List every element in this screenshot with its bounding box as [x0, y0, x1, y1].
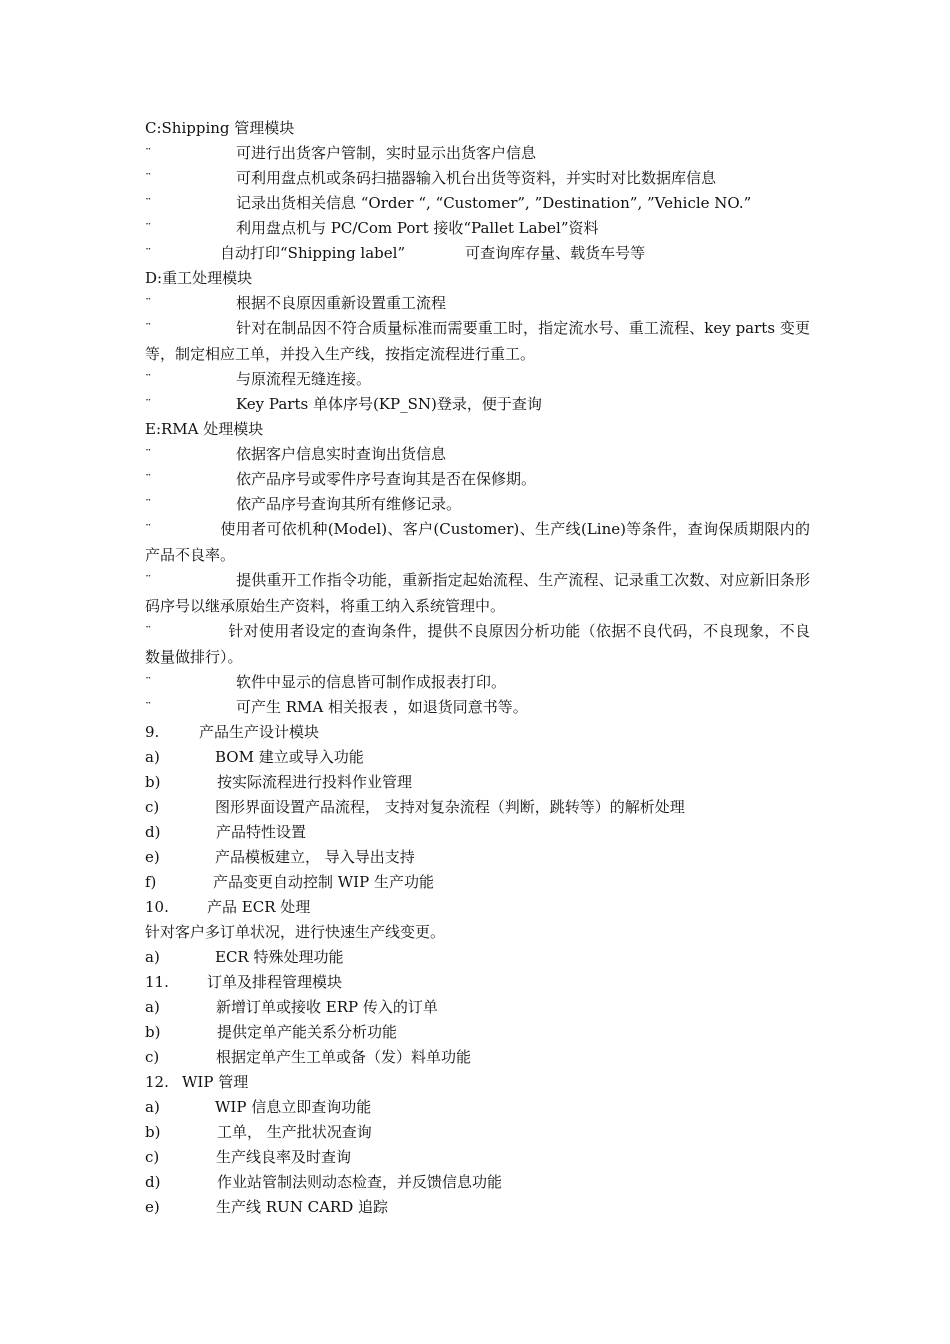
numbered-item: [145, 720, 810, 745]
numbered-item: [145, 1120, 810, 1145]
bullet-item: [145, 316, 810, 367]
item-number: 11.: [145, 973, 169, 991]
bullet-item: [145, 670, 810, 695]
item-text: 图形界面设置产品流程， 支持对复杂流程（判断，跳转等）的解析处理: [215, 798, 685, 816]
numbered-item: [145, 1170, 810, 1195]
item-text: 产品模板建立， 导入导出支持: [215, 848, 415, 866]
bullet-text: 可利用盘点机或条码扫描器输入机台出货等资料，并实时对比数据库信息: [236, 169, 717, 187]
bullet-text: 针对在制品因不符合质量标准而需要重工时，指定流水号、重工流程、key parts 变更等，制定相应工单，并投入生产线，按指定流程进行重工。: [145, 319, 810, 363]
bullet-text: 提供重开工作指令功能，重新指定起始流程、生产流程、记录重工次数、对应新旧条形码序号以继承原始生产资料，将重工纳入系统管理中。: [145, 571, 810, 615]
item-text: 新增订单或接收 ERP 传入的订单: [216, 998, 438, 1016]
bullet-item: [145, 467, 810, 492]
numbered-item: [145, 1045, 810, 1070]
item-number: b): [145, 1023, 161, 1041]
bullet-marker: ¨: [145, 701, 152, 716]
bullet-item: [145, 291, 810, 316]
item-number: c): [145, 798, 160, 816]
numbered-item: [145, 970, 810, 995]
item-text: WIP 管理: [182, 1073, 249, 1091]
item-text: 产品特性设置: [216, 823, 307, 841]
bullet-marker: ¨: [145, 676, 152, 691]
item-number: f): [145, 873, 157, 891]
item-number: a): [145, 1098, 160, 1116]
item-text: 生产线良率及时查询: [216, 1148, 352, 1166]
item-text: 作业站管制法则动态检查，并反馈信息功能: [217, 1173, 503, 1191]
bullet-item: [145, 141, 810, 166]
item-text: BOM 建立或导入功能: [215, 748, 364, 766]
bullet-marker: ¨: [145, 322, 152, 337]
bullet-item: [145, 619, 810, 670]
bullet-marker: ¨: [145, 523, 152, 538]
bullet-text: 依产品序号或零件序号查询其是否在保修期。: [236, 470, 537, 488]
bullet-text: 利用盘点机与 PC/Com Port 接收“Pallet Label”资料: [236, 219, 599, 237]
bullet-marker: ¨: [145, 197, 152, 212]
bullet-text: Key Parts 单体序号(KP_SN)登录，便于查询: [236, 395, 542, 413]
bullet-item: [145, 695, 810, 720]
item-text: WIP 信息立即查询功能: [215, 1098, 372, 1116]
bullet-text: 记录出货相关信息 “Order “, “Customer”, ”Destination”, ”Vehicle NO.”: [236, 194, 752, 212]
bullet-text: 针对使用者设定的查询条件，提供不良原因分析功能（依据不良代码，不良现象，不良数量做排行）。: [145, 622, 810, 666]
bullet-text: 可产生 RMA 相关报表 ，如退货同意书等。: [236, 698, 528, 716]
bullet-marker: ¨: [145, 147, 152, 162]
bullet-text: 依产品序号查询其所有维修记录。: [236, 495, 462, 513]
bullet-marker: ¨: [145, 574, 152, 589]
item-number: a): [145, 948, 160, 966]
item-number: 12.: [145, 1073, 169, 1091]
bullet-marker: ¨: [145, 297, 152, 312]
item-text: 按实际流程进行投料作业管理: [217, 773, 413, 791]
item-number: b): [145, 773, 161, 791]
numbered-item: [145, 745, 810, 770]
bullet-marker: ¨: [145, 398, 152, 413]
item-text: 订单及排程管理模块: [207, 973, 343, 991]
item-text: 提供定单产能关系分析功能: [217, 1023, 398, 1041]
bullet-item: [145, 367, 810, 392]
bullet-item: [145, 216, 810, 241]
item-number: a): [145, 748, 160, 766]
item-number: c): [145, 1048, 160, 1066]
bullet-marker: ¨: [145, 172, 152, 187]
numbered-item: [145, 820, 810, 845]
section-heading: C:Shipping 管理模块: [145, 119, 295, 137]
item-text: 产品变更自动控制 WIP 生产功能: [213, 873, 434, 891]
numbered-item: [145, 1195, 810, 1220]
bullet-item: [145, 166, 810, 191]
bullet-item: [145, 492, 810, 517]
numbered-item: [145, 1020, 810, 1045]
bullet-text-secondary: 可查询库存量、载货车号等: [465, 244, 646, 262]
bullet-marker: ¨: [145, 448, 152, 463]
bullet-marker: ¨: [145, 373, 152, 388]
bullet-text: 与原流程无缝连接。: [236, 370, 372, 388]
item-number: b): [145, 1123, 161, 1141]
numbered-item: [145, 845, 810, 870]
item-text: ECR 特殊处理功能: [215, 948, 344, 966]
item-number: e): [145, 848, 160, 866]
bullet-item: [145, 568, 810, 619]
bullet-text: 使用者可依机种(Model)、客户(Customer)、生产线(Line)等条件，查询保质期限内的产品不良率。: [145, 520, 810, 564]
numbered-item: [145, 995, 810, 1020]
bullet-item: [145, 392, 810, 417]
item-text: 工单， 生产批状况查询: [217, 1123, 372, 1141]
section-heading: 针对客户多订单状况，进行快速生产线变更。: [145, 923, 446, 941]
item-number: e): [145, 1198, 160, 1216]
bullet-text: 自动打印“Shipping label”: [220, 244, 406, 262]
section-heading: E:RMA 处理模块: [145, 420, 264, 438]
bullet-text: 根据不良原因重新设置重工流程: [236, 294, 447, 312]
bullet-item: [145, 442, 810, 467]
item-text: 生产线 RUN CARD 追踪: [216, 1198, 388, 1216]
bullet-marker: ¨: [145, 625, 152, 640]
numbered-item: [145, 895, 810, 920]
item-number: 10.: [145, 898, 169, 916]
item-number: d): [145, 823, 161, 841]
numbered-item: [145, 870, 810, 895]
item-number: 9.: [145, 723, 160, 741]
bullet-text: 软件中显示的信息皆可制作成报表打印。: [236, 673, 507, 691]
item-text: 产品生产设计模块: [199, 723, 320, 741]
item-text: 产品 ECR 处理: [207, 898, 311, 916]
numbered-item: [145, 1070, 810, 1095]
section-heading: D:重工处理模块: [145, 269, 253, 287]
item-text: 根据定单产生工单或备（发）料单功能: [216, 1048, 472, 1066]
numbered-item: [145, 1095, 810, 1120]
bullet-text: 依据客户信息实时查询出货信息: [236, 445, 447, 463]
item-number: c): [145, 1148, 160, 1166]
numbered-item: [145, 1145, 810, 1170]
bullet-item: [145, 191, 810, 216]
item-number: a): [145, 998, 160, 1016]
bullet-marker: ¨: [145, 498, 152, 513]
numbered-item: [145, 945, 810, 970]
bullet-item: [145, 517, 810, 568]
bullet-marker: ¨: [145, 222, 152, 237]
item-number: d): [145, 1173, 161, 1191]
bullet-marker: ¨: [145, 247, 152, 262]
bullet-item: [145, 241, 810, 266]
bullet-text: 可进行出货客户管制，实时显示出货客户信息: [236, 144, 537, 162]
document-page: [145, 116, 810, 1220]
bullet-marker: ¨: [145, 473, 152, 488]
numbered-item: [145, 770, 810, 795]
numbered-item: [145, 795, 810, 820]
